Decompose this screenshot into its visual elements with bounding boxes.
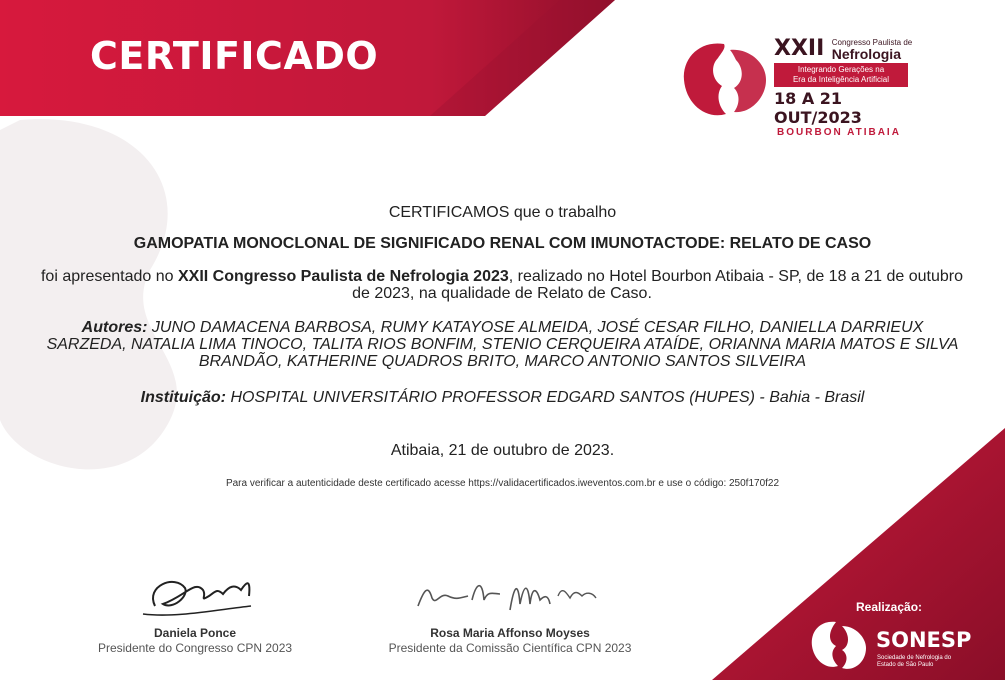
signature-block-president — [75, 566, 315, 655]
signer-role: Presidente da Comissão Científica CPN 2023 — [388, 641, 632, 655]
organizer-subtitle: Sociedade de Nefrologia do Estado de São Paulo — [877, 655, 952, 668]
sonesp-mark-icon — [808, 618, 870, 674]
institution-label: Instituição: — [140, 389, 226, 406]
logo-theme — [774, 63, 908, 87]
kidney-logo-icon — [682, 40, 770, 120]
signer-name: Daniela Ponce — [153, 626, 237, 640]
institution-block — [40, 389, 965, 406]
signature-image — [410, 570, 610, 624]
logo-edition: XXII — [774, 36, 825, 61]
presentation-suffix: , realizado no Hotel Bourbon Atibaia - SP, de 18 a 21 de outubro de 2023, na qualidade de Relato de Caso. — [352, 268, 964, 302]
logo-theme-line-1: Integrando Gerações na — [797, 65, 885, 74]
presentation-prefix: foi apresentado no — [40, 268, 178, 285]
certify-line: CERTIFICAMOS que o trabalho — [388, 204, 617, 221]
verification-note: Para verificar a autenticidade deste certificado acesse https://validacertificados.iweventos.com.br e use o código: 250f170f22 — [225, 478, 780, 489]
logo-venue: BOURBON ATIBAIA — [777, 127, 901, 138]
signature-block-scientific — [360, 570, 660, 655]
event-name: XXII Congresso Paulista de Nefrologia 2023 — [177, 268, 509, 285]
sonesp-logo — [808, 618, 998, 674]
congress-logo — [682, 36, 922, 138]
logo-dates: 18 A 21 OUT/2023 — [774, 89, 862, 127]
organizer-name: SONESP — [876, 628, 972, 652]
signer-name: Rosa Maria Affonso Moyses — [430, 626, 590, 640]
authors-block — [40, 319, 965, 370]
presentation-statement — [38, 268, 966, 302]
logo-subtitle: Congresso Paulista de — [831, 38, 913, 47]
logo-theme-line-2: Era da Inteligência Artificial — [792, 75, 890, 84]
signature-image — [125, 566, 265, 624]
logo-specialty: Nefrologia — [831, 46, 901, 62]
authors-label: Autores: — [81, 319, 148, 336]
signer-role: Presidente do Congresso CPN 2023 — [97, 641, 293, 655]
institution-name: HOSPITAL UNIVERSITÁRIO PROFESSOR EDGARD SANTOS (HUPES) - Bahia - Brasil — [230, 389, 865, 406]
work-title: GAMOPATIA MONOCLONAL DE SIGNIFICADO RENAL COM IMUNOTACTODE: RELATO DE CASO — [133, 235, 872, 252]
certificate-heading: CERTIFICADO — [90, 34, 379, 78]
authors-list: JUNO DAMACENA BARBOSA, RUMY KATAYOSE ALMEIDA, JOSÉ CESAR FILHO, DANIELLA DARRIEUX SARZEDA, NATALIA LIMA TINOCO, TALITA RIOS BONFIM, STENIO CERQUEIRA ATAÍDE, ORIANNA MARIA MATOS E SILVA BRANDÃO, KATHERINE QUADROS BRITO, MARCO ANTONIO SANTOS SILVEIRA — [46, 319, 959, 370]
organizer-label: Realização: — [856, 600, 923, 614]
place-date: Atibaia, 21 de outubro de 2023. — [390, 442, 615, 459]
